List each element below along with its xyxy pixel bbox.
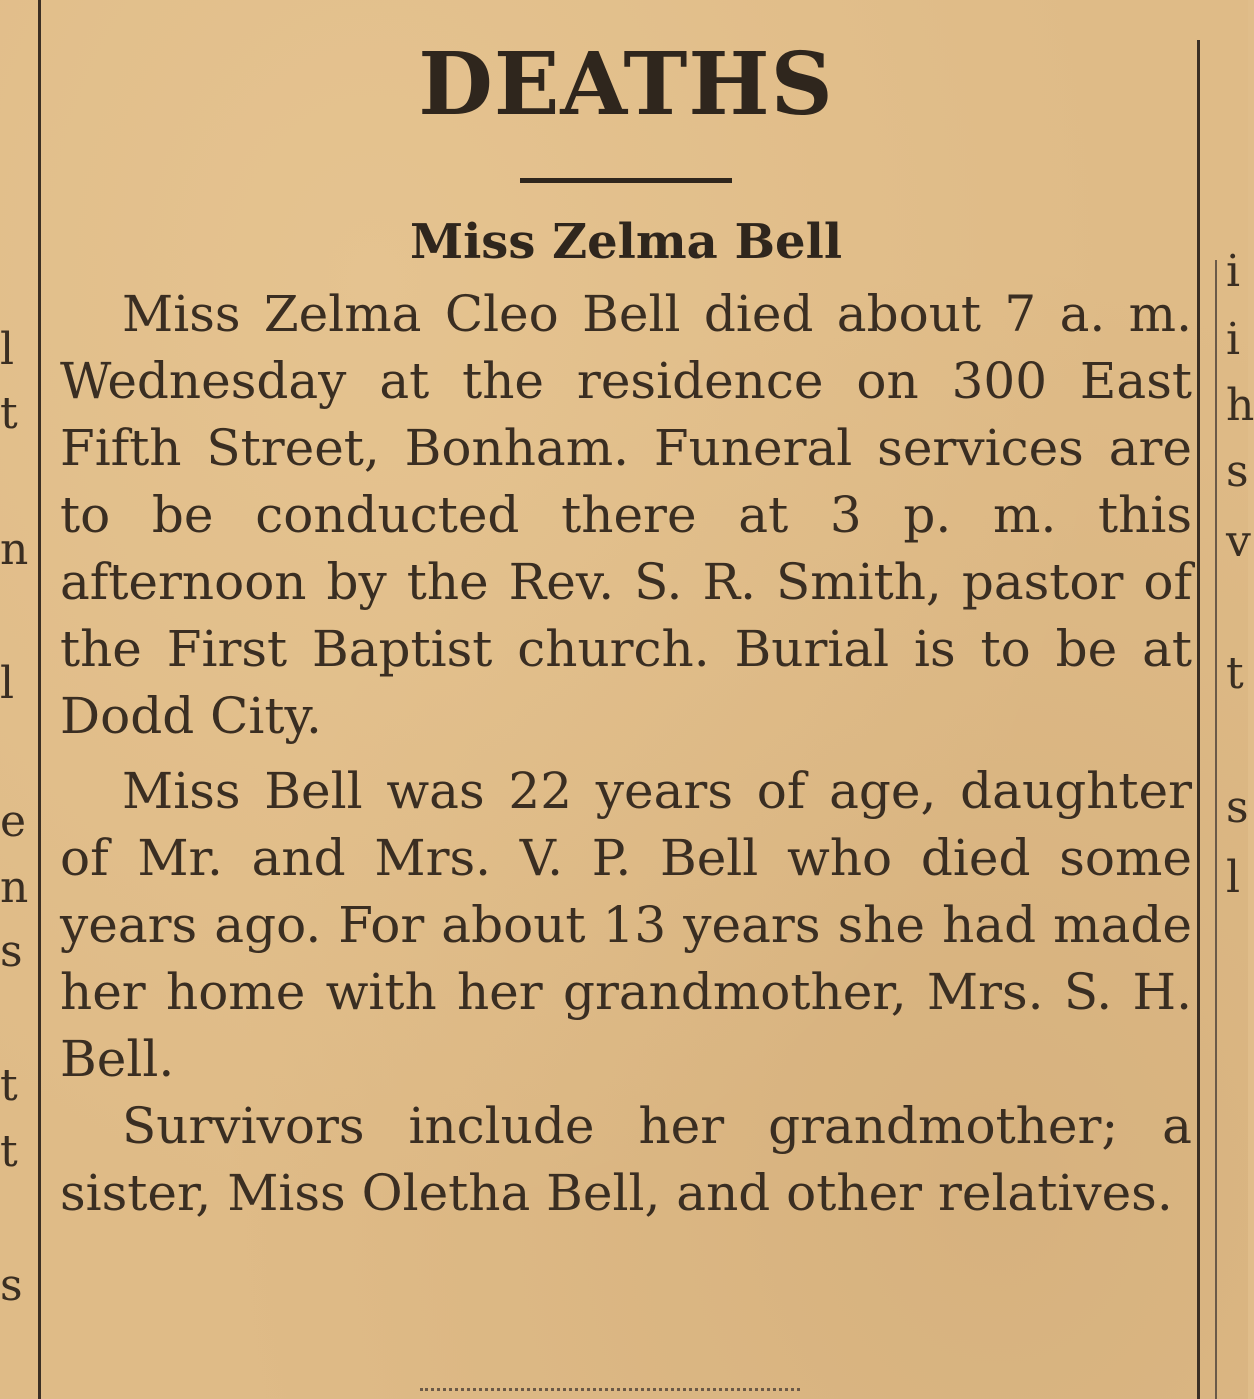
edge-fragment: t [0,388,18,439]
obituary-paragraph: Miss Bell was 22 years of age, daughter of Mr. and Mrs. V. P. Bell who died some years ago. For about 13 years she had made her home with her grandmother, Mrs. S. H. Bell. [60,762,1192,1088]
bottom-dotted-rule [420,1388,800,1394]
section-headline: DEATHS [418,34,834,135]
edge-fragment: l [0,658,15,709]
edge-fragment: i [1226,246,1241,297]
edge-fragment: s [0,926,23,977]
edge-fragment: s [0,1260,23,1311]
column-rule-right-inner [1215,260,1217,1399]
edge-fragment: t [1226,648,1244,699]
edge-fragment: i [1226,314,1241,365]
edge-fragment: t [0,1126,18,1177]
edge-fragment: s [1226,446,1249,497]
obituary-paragraph: Miss Zelma Cleo Bell died about 7 a. m. Wednesday at the residence on 300 East Fifth Street, Bonham. Funeral services are to be conducted there at 3 p. m. this afternoon by the Rev. S. R. Smith, pastor of the First Baptist church. Burial is to be at Dodd City. [60,285,1192,745]
column-rule-right [1197,40,1200,1399]
edge-fragment: e [0,796,27,847]
edge-fragment: s [1226,782,1249,833]
obituary-paragraph: Survivors include her grandmother; a sister, Miss Oletha Bell, and other relatives. [60,1097,1192,1222]
obituary-column [60,30,1192,1227]
edge-fragment: t [0,1060,18,1111]
obituary-name-heading: Miss Zelma Bell [409,214,843,270]
edge-fragment: n [0,524,29,575]
edge-fragment: l [1226,852,1241,903]
column-rule-left [38,0,41,1399]
edge-fragment: n [0,862,29,913]
headline-divider [520,178,732,183]
edge-fragment: l [0,324,15,375]
edge-fragment: v [1226,516,1251,567]
edge-fragment: h [1226,380,1254,431]
